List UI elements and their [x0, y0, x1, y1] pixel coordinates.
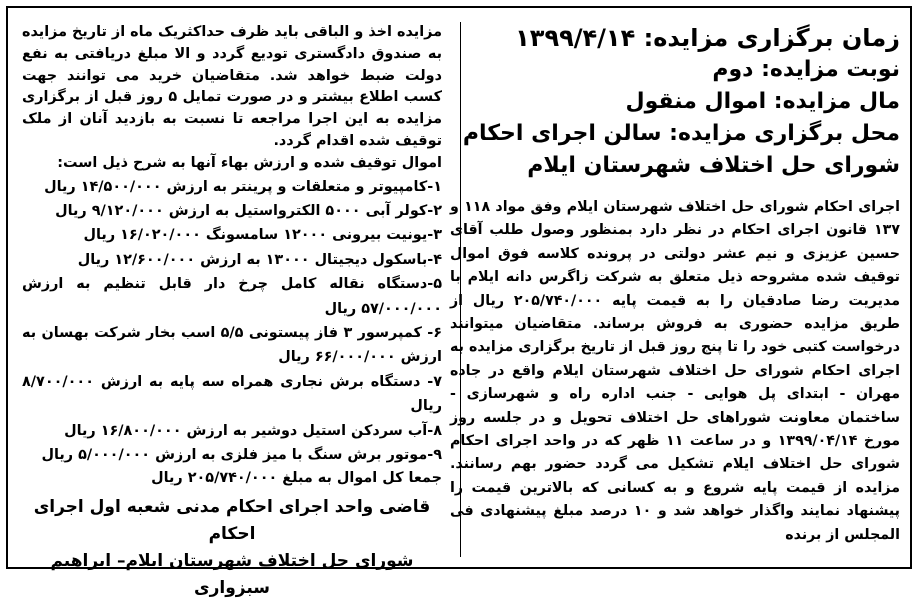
property-list-intro: اموال توقیف شده و ارزش بهاء آنها به شرح ذیل است: [57, 154, 442, 171]
signature-line-2: شورای حل اختلاف شهرستان ایلام– ابراهیم سبزواری [50, 551, 414, 599]
auction-notice [6, 6, 912, 599]
property-item: ۳-یونیت بیرونی ۱۲۰۰۰ سامسونگ ۱۶/۰۲۰/۰۰۰ ریال [83, 227, 442, 244]
payment-terms-paragraph: مزایده اخذ و الباقی باید ظرف حداکثریک ماه از تاریخ مزایده به صندوق دادگستری تودیع گردد و الا مبلغ دریافتی به نفع دولت ضبط خواهد شد. متقاضیان خرید می توانند جهت کسب اطلاع بیشتر و در صورت تمایل ۵ روز قبل از برگزاری مزایده به این اجرا مراجعه تا نسبت به بازدید آنان از ملک توقیف شده اقدام گردد. [22, 24, 442, 149]
auction-round-heading: نوبت مزایده: دوم [712, 57, 900, 82]
total-value: جمعا کل اموال به مبلغ ۲۰۵/۷۴۰/۰۰۰ ریال [151, 470, 442, 487]
property-item: ۱-کامپیوتر و متعلقات و پرینتر به ارزش ۱۴/۵۰۰/۰۰۰ ریال [44, 178, 442, 195]
auction-property-heading: مال مزایده: اموال منقول [625, 89, 900, 114]
property-item: ۶- کمپرسور ۳ فاز پیستونی ۵/۵ اسب بخار شرکت بهسان به ارزش ۶۶/۰۰۰/۰۰۰ ریال [22, 325, 443, 366]
auction-place-heading: محل برگزاری مزایده: سالن اجرای احکام [462, 121, 900, 146]
property-item: ۷- دستگاه برش نجاری همراه سه پایه به ارزش ۸/۷۰۰/۰۰۰ ریال [22, 373, 442, 415]
auction-place-heading-line2: شورای حل اختلاف شهرستان ایلام [527, 153, 900, 178]
column-divider [460, 22, 461, 557]
property-item: ۸-آب سردکن استیل دوشیر به ارزش ۱۶/۸۰۰/۰۰۰ ریال [64, 422, 442, 439]
property-item: ۴-باسکول دیجیتال ۱۳۰۰۰ به ارزش ۱۲/۶۰۰/۰۰۰ ریال [77, 251, 442, 268]
property-item: ۲-کولر آبی ۵۰۰۰ الکترواستیل به ارزش ۹/۱۲۰/۰۰۰ ریال [55, 202, 442, 219]
property-list [22, 175, 442, 468]
right-column [450, 22, 900, 559]
left-column [22, 22, 443, 599]
auction-time-heading: زمان برگزاری مزایده: ۱۳۹۹/۴/۱۴ [515, 24, 900, 52]
notice-body-paragraph: اجرای احکام شورای حل اختلاف شهرستان ایلام وفق مواد ۱۱۸ و ۱۳۷ قانون اجرای احکام در نظر دارد بمنظور وصول طلب آقای حسین عزیزی و نیم عشر دولتی در پرونده کلاسه فوق اموال توقیف شده مشروحه ذیل متعلق به شرکت زاگرس دانه ایلام با مدیریت رضا صادقیان را به قیمت پایه ۲۰۵/۷۴۰/۰۰۰ ریال از طریق مزایده حضوری به فروش برساند. متقاضیان میتوانند درخواست کتبی خود را تا پنج روز قبل از تاریخ برگزاری مزایده به اجرای احکام شورای حل اختلاف شهرستان ایلام واقع در جاده مهران - ابتدای پل هوایی - جنب اداره راه و شهرسازی - ساختمان معاونت شوراهای حل اختلاف تحویل و در جلسه روز مورخ ۱۳۹۹/۰۴/۱۴ و در ساعت ۱۱ ظهر که در واحد اجرای احکام شورای حل اختلاف ایلام تشکیل می گردد حضور بهم رسانند. مزایده از قیمت پایه شروع و به کسانی که بالاترین قیمت را پیشنهاد نمایند واگذار خواهد شد و ۱۰ درصد مبلغ پیشنهادی فی المجلس از برنده [450, 199, 900, 543]
property-item: ۵-دستگاه نقاله کامل چرخ دار قابل تنظیم به ارزش ۵۷/۰۰۰/۰۰۰ ریال [22, 276, 442, 317]
signature-line-1: قاضی واحد اجرای احکام مدنی شعبه اول اجرای احکام [33, 497, 431, 545]
property-item: ۹-موتور برش سنگ با میز فلزی به ارزش ۵/۰۰۰/۰۰۰ ریال [41, 447, 442, 464]
